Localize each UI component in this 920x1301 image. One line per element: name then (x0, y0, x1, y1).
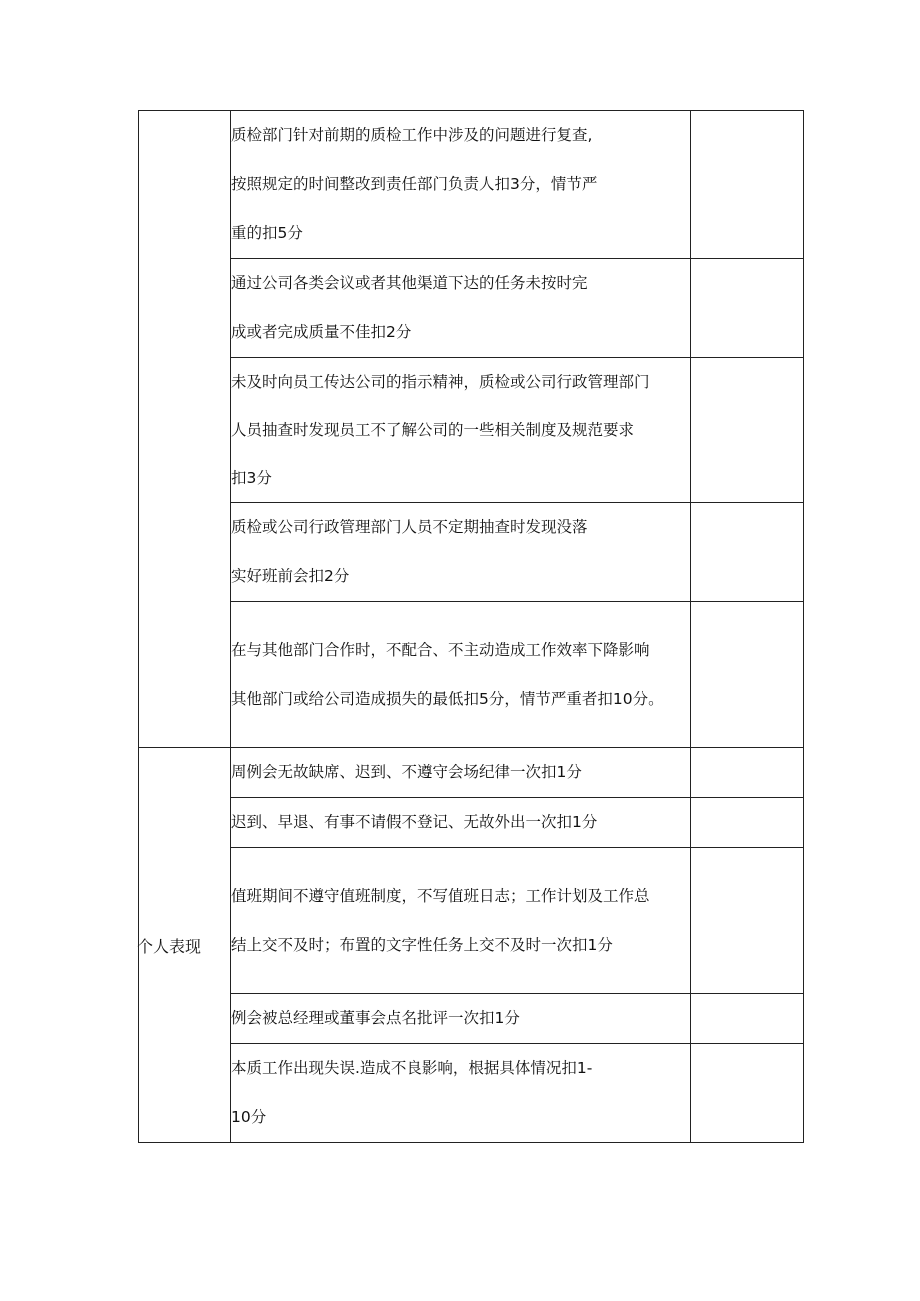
assessment-table (138, 110, 804, 1143)
score-cell (691, 748, 804, 798)
table-row (139, 111, 804, 259)
criterion-line: 未及时向员工传达公司的指示精神，质检或公司行政管理部门 (231, 373, 650, 391)
table-row (139, 1044, 804, 1143)
criterion-line: 实好班前会扣2分 (231, 567, 350, 585)
table-row (139, 602, 804, 748)
criterion-line: 质检部门针对前期的质检工作中涉及的问题进行复查, (231, 126, 593, 144)
score-cell (691, 259, 804, 358)
criterion-line: 例会被总经理或董事会点名批评一次扣1分 (231, 1009, 520, 1027)
table-row (139, 848, 804, 994)
table-row (139, 798, 804, 848)
category-cell (139, 748, 231, 1143)
criterion-cell (231, 111, 691, 259)
criterion-cell (231, 748, 691, 798)
score-cell (691, 994, 804, 1044)
criterion-line: 结上交不及时；布置的文字性任务上交不及时一次扣1分 (231, 935, 613, 954)
score-cell (691, 602, 804, 748)
score-cell (691, 503, 804, 602)
criterion-cell (231, 1044, 691, 1143)
criterion-line: 通过公司各类会议或者其他渠道下达的任务未按时完 (231, 274, 588, 292)
criterion-cell (231, 259, 691, 358)
criterion-line: 在与其他部门合作时，不配合、不主动造成工作效率下降影响 (231, 640, 650, 659)
criterion-line: 10分 (231, 1108, 267, 1126)
criterion-cell (231, 358, 691, 503)
score-cell (691, 358, 804, 503)
table-row (139, 503, 804, 602)
criterion-cell (231, 503, 691, 602)
criterion-cell (231, 848, 691, 994)
criterion-line: 迟到、早退、有事不请假不登记、无故外出一次扣1分 (231, 813, 598, 831)
category-cell-blank (139, 111, 231, 748)
criterion-line: 其他部门或给公司造成损失的最低扣5分，情节严重者扣10分。 (231, 689, 664, 708)
criterion-line: 本质工作出现失误.造成不良影响，根据具体情况扣1- (231, 1059, 593, 1077)
category-label: 个人表现 (137, 936, 202, 956)
criterion-line: 人员抽查时发现员工不了解公司的一些相关制度及规范要求 (231, 421, 635, 439)
criterion-line: 扣3分 (231, 469, 272, 487)
criterion-line: 成或者完成质量不佳扣2分 (231, 323, 412, 341)
score-cell (691, 798, 804, 848)
table-row (139, 259, 804, 358)
criterion-line: 周例会无故缺席、迟到、不遵守会场纪律一次扣1分 (231, 763, 582, 781)
score-cell (691, 1044, 804, 1143)
criterion-line: 按照规定的时间整改到责任部门负责人扣3分，情节严 (231, 175, 598, 193)
table-row (139, 358, 804, 503)
criterion-cell (231, 602, 691, 748)
score-cell (691, 848, 804, 994)
score-cell (691, 111, 804, 259)
table-row (139, 994, 804, 1044)
criterion-line: 质检或公司行政管理部门人员不定期抽查时发现没落 (231, 518, 588, 536)
table-row (139, 748, 804, 798)
criterion-line: 值班期间不遵守值班制度，不写值班日志；工作计划及工作总 (231, 886, 650, 905)
criterion-cell (231, 798, 691, 848)
criterion-cell (231, 994, 691, 1044)
criterion-line: 重的扣5分 (231, 224, 303, 242)
